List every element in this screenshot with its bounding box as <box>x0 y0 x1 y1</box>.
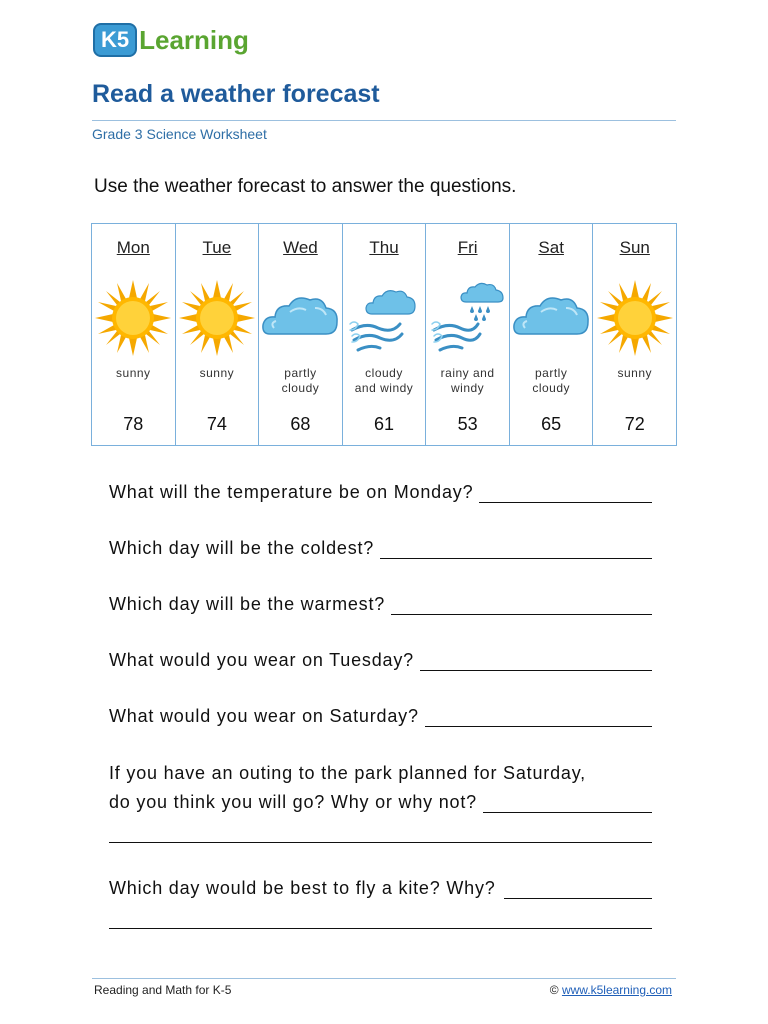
question-5: What would you wear on Saturday? <box>109 706 652 727</box>
day-name: Wed <box>283 238 318 257</box>
condition-label: sunny <box>199 366 235 380</box>
logo-text: Learning <box>139 24 249 55</box>
answer-line[interactable] <box>109 928 652 929</box>
temperature: 78 <box>123 414 144 434</box>
day-name: Thu <box>369 238 399 257</box>
question-3: Which day will be the warmest? <box>109 594 652 615</box>
k5-learning-logo <box>93 20 249 60</box>
weather-forecast-table <box>91 223 677 446</box>
answer-blank[interactable] <box>420 654 652 671</box>
sun-icon <box>93 278 173 358</box>
temperature: 65 <box>541 414 562 434</box>
question-7: Which day would be best to fly a kite? Why? <box>109 878 652 899</box>
logo-k5-badge: K5 <box>93 23 137 57</box>
forecast-day-wed <box>259 224 343 445</box>
answer-blank[interactable] <box>425 710 652 727</box>
rain-wind-icon <box>428 278 508 358</box>
page-subtitle: Grade 3 Science Worksheet <box>92 126 267 142</box>
question-6-line-1: If you have an outing to the park planned for Saturday, <box>109 763 586 783</box>
header-divider <box>92 120 676 121</box>
temperature: 72 <box>624 414 645 434</box>
answer-blank[interactable] <box>391 598 652 615</box>
sun-icon <box>177 278 257 358</box>
footer-divider <box>92 978 676 979</box>
condition-label: cloudy and windy <box>354 366 414 395</box>
forecast-day-fri <box>426 224 510 445</box>
question-4: What would you wear on Tuesday? <box>109 650 652 671</box>
footer-tagline: Reading and Math for K-5 <box>94 983 232 997</box>
footer-copyright: © www.k5learning.com <box>549 983 672 997</box>
answer-blank[interactable] <box>483 796 652 813</box>
question-6-line-2: do you think you will go? Why or why not? <box>109 792 652 813</box>
answer-blank[interactable] <box>380 542 652 559</box>
answer-line[interactable] <box>109 842 652 843</box>
temperature: 74 <box>206 414 227 434</box>
condition-label: rainy and windy <box>440 366 495 395</box>
temperature: 68 <box>290 414 311 434</box>
day-name: Mon <box>116 238 150 257</box>
answer-blank[interactable] <box>479 486 652 503</box>
cloud-wind-icon <box>344 278 424 358</box>
temperature: 61 <box>374 414 395 434</box>
page-title: Read a weather forecast <box>92 80 380 108</box>
condition-label: partly cloudy <box>281 366 320 395</box>
question-1: What will the temperature be on Monday? <box>109 482 652 503</box>
condition-label: partly cloudy <box>532 366 571 395</box>
temperature: 53 <box>457 414 478 434</box>
day-name: Sun <box>619 238 650 257</box>
day-name: Fri <box>457 238 478 257</box>
cloud-icon <box>260 278 340 358</box>
sun-icon <box>595 278 675 358</box>
forecast-day-sat <box>510 224 594 445</box>
instructions: Use the weather forecast to answer the questions. <box>94 176 517 197</box>
forecast-day-tue <box>176 224 260 445</box>
forecast-day-sun <box>593 224 676 445</box>
day-name: Sat <box>538 238 564 257</box>
answer-blank[interactable] <box>504 882 652 899</box>
forecast-day-thu <box>343 224 427 445</box>
condition-label: sunny <box>617 366 653 380</box>
cloud-icon <box>511 278 591 358</box>
question-2: Which day will be the coldest? <box>109 538 652 559</box>
forecast-day-mon <box>92 224 176 445</box>
footer-website-link[interactable]: www.k5learning.com <box>561 983 672 997</box>
day-name: Tue <box>202 238 232 257</box>
condition-label: sunny <box>116 366 151 380</box>
